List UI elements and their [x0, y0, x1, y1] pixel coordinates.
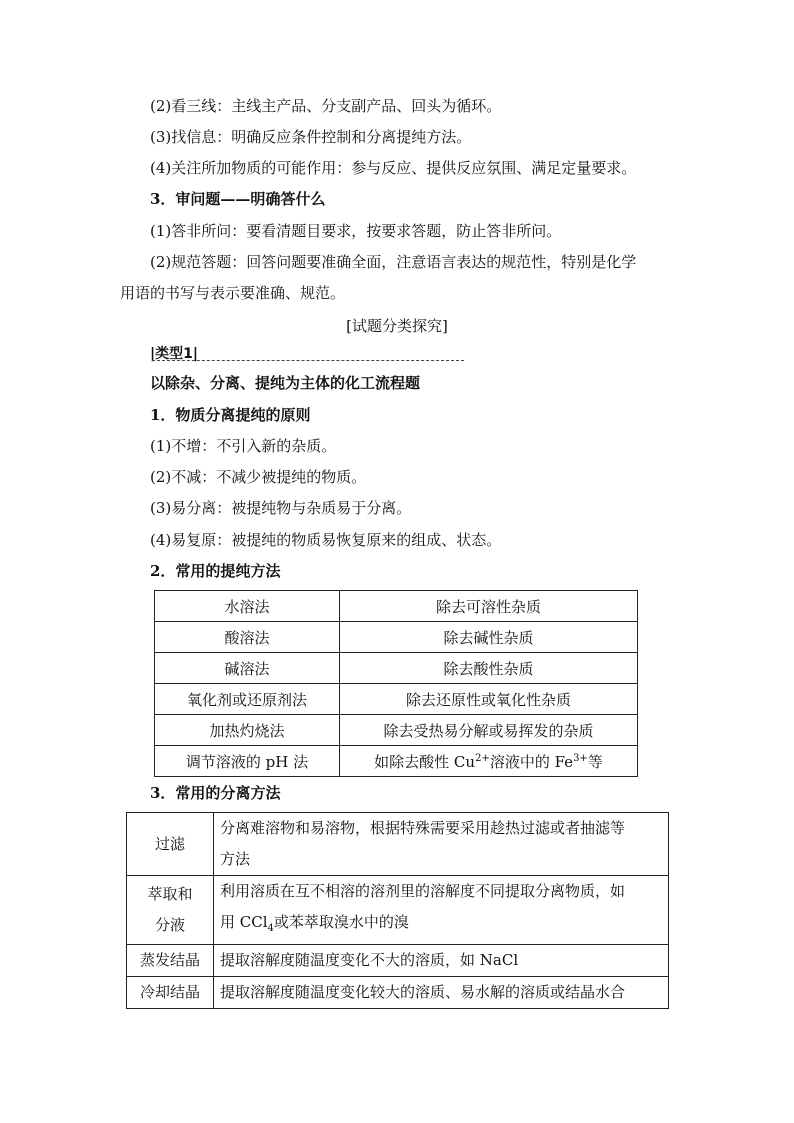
principle-item: (1)不增：不引入新的杂质。	[150, 437, 337, 455]
paragraph-find-info: (3)找信息：明确反应条件控制和分离提纯方法。	[150, 128, 472, 146]
desc-cell: 除去酸性杂质	[340, 653, 638, 684]
heading-review-question: 3．审问题——明确答什么	[150, 190, 326, 208]
desc-cell: 如除去酸性 $Cu^{2+}$溶液中的 $Fe^{3+}$等	[340, 746, 638, 777]
table-row	[155, 591, 638, 622]
table-row	[155, 715, 638, 746]
method-cell: 过滤	[127, 813, 214, 876]
table-row	[127, 876, 669, 945]
table-row	[127, 813, 669, 876]
method-cell: 碱溶法	[155, 653, 340, 684]
principle-item: (4)易复原：被提纯的物质易恢复原来的组成、状态。	[150, 531, 502, 549]
desc-cell: 除去可溶性杂质	[340, 591, 638, 622]
purify-methods-table	[154, 590, 638, 777]
type-label: |类型1|	[150, 346, 198, 362]
separation-methods-heading: 3．常用的分离方法	[150, 784, 281, 802]
table-row	[155, 746, 638, 777]
desc-cell: 分离难溶物和易溶物，根据特殊需要采用趁热过滤或者抽滤等 方法	[214, 813, 669, 876]
table-row	[155, 622, 638, 653]
desc-cell: 提取溶解度随温度变化较大的溶质、易水解的溶质或结晶水合	[214, 977, 669, 1009]
principle-item: (2)不减：不减少被提纯的物质。	[150, 468, 367, 486]
dashed-divider	[152, 360, 464, 361]
desc-cell: 除去碱性杂质	[340, 622, 638, 653]
paragraph-standard-answer-line2: 用语的书写与表示要准确、规范。	[120, 284, 346, 302]
principle-item: (3)易分离：被提纯物与杂质易于分离。	[150, 499, 412, 517]
purify-methods-heading: 2．常用的提纯方法	[150, 562, 281, 580]
table-row	[127, 977, 669, 1009]
section-title: [试题分类探究]	[346, 317, 448, 335]
type-title: 以除杂、分离、提纯为主体的化工流程题	[150, 374, 421, 392]
method-cell: 酸溶法	[155, 622, 340, 653]
table-row	[127, 945, 669, 977]
paragraph-added-substances: (4)关注所加物质的可能作用：参与反应、提供反应氛围、满足定量要求。	[150, 159, 637, 177]
method-cell: 调节溶液的 pH 法	[155, 746, 340, 777]
method-cell: 加热灼烧法	[155, 715, 340, 746]
method-cell: 水溶法	[155, 591, 340, 622]
method-cell: 冷却结晶	[127, 977, 214, 1009]
desc-cell: 除去还原性或氧化性杂质	[340, 684, 638, 715]
desc-cell: 利用溶质在互不相溶的溶剂里的溶解度不同提取分离物质，如 用 CCl$_4$或苯萃取溴水中的溴	[214, 876, 669, 945]
table-row	[155, 653, 638, 684]
separation-methods-table	[126, 812, 669, 1009]
table-row	[155, 684, 638, 715]
principles-heading: 1．物质分离提纯的原则	[150, 406, 311, 424]
method-cell: 氧化剂或还原剂法	[155, 684, 340, 715]
method-cell: 萃取和 分液	[127, 876, 214, 945]
desc-cell: 除去受热易分解或易挥发的杂质	[340, 715, 638, 746]
desc-cell: 提取溶解度随温度变化不大的溶质，如 NaCl	[214, 945, 669, 977]
paragraph-standard-answer-line1: (2)规范答题：回答问题要准确全面，注意语言表达的规范性，特别是化学	[150, 253, 637, 271]
method-cell: 蒸发结晶	[127, 945, 214, 977]
paragraph-look-three-lines: (2)看三线：主线主产品、分支副产品、回头为循环。	[150, 97, 502, 115]
paragraph-answer-off-topic: (1)答非所问：要看清题目要求，按要求答题，防止答非所问。	[150, 222, 562, 240]
